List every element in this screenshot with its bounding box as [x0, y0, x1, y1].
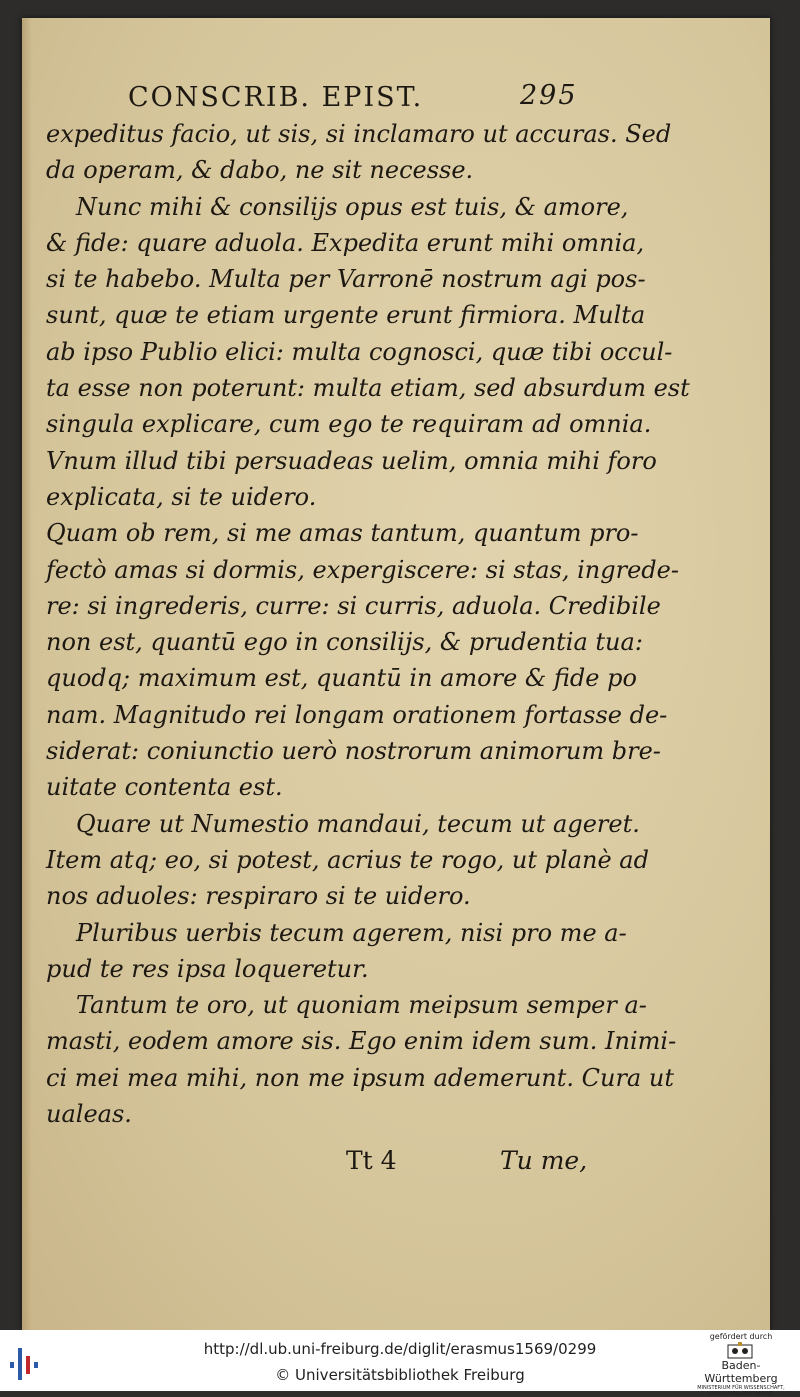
text-line: nos aduoles: respiraro si te uidero.: [46, 882, 471, 911]
text-line: singula explicare, cum ego te requiram ad omnia.: [46, 410, 652, 439]
sponsor-logo: [686, 1332, 796, 1397]
page-gutter-shadow: [22, 18, 32, 1330]
sponsor-name: Baden-Württemberg: [704, 1359, 778, 1385]
text-lines: [46, 116, 690, 1132]
text-line: masti, eodem amore sis. Ego enim idem sum. Inimi-: [46, 1027, 677, 1056]
text-line: nam. Magnitudo rei longam orationem fortasse de-: [46, 700, 668, 729]
text-line: & fide: quare aduola. Expedita erunt mihi omnia,: [46, 228, 645, 257]
text-line: Vnum illud tibi persuadeas uelim, omnia mihi foro: [46, 446, 657, 475]
text-line: Quam ob rem, si me amas tantum, quantum pro-: [46, 519, 639, 548]
running-title: CONSCRIB. EPIST.: [128, 82, 424, 113]
coat-of-arms-icon: [726, 1342, 754, 1360]
text-line: Nunc mihi & consilijs opus est tuis, & amore,: [76, 192, 629, 221]
page-text: [46, 74, 690, 1132]
text-line: Tantum te oro, ut quoniam meipsum semper a-: [76, 991, 647, 1020]
text-line: ta esse non poterunt: multa etiam, sed absurdum est: [46, 374, 690, 403]
text-line: Pluribus uerbis tecum agerem, nisi pro me a-: [76, 918, 627, 947]
text-line: da operam, & dabo, ne sit necesse.: [46, 156, 474, 185]
text-line: pud te res ipsa loqueretur.: [46, 954, 369, 983]
page-foot: [46, 1146, 606, 1186]
text-line: ab ipso Publio elici: multa cognosci, quæ tibi occul-: [46, 337, 673, 366]
page-number: 295: [520, 80, 578, 111]
text-line: fectò amas si dormis, expergiscere: si stas, ingrede-: [46, 555, 679, 584]
permalink[interactable]: http://dl.ub.uni-freiburg.de/diglit/erasmus1569/0299: [203, 1340, 597, 1358]
catchword: Tu me,: [500, 1146, 588, 1175]
text-line: explicata, si te uidero.: [46, 482, 317, 511]
text-line: re: si ingrederis, curre: si curris, aduola. Credibile: [46, 591, 661, 620]
text-line: siderat: coniunctio uerò nostrorum animorum bre-: [46, 737, 661, 766]
viewer-footer: [0, 1330, 800, 1397]
sponsor-note: gefördert durch: [709, 1332, 773, 1341]
text-line: Quare ut Numestio mandaui, tecum ut ageret.: [76, 809, 640, 838]
text-line: si te habebo. Multa per Varronē nostrum agi pos-: [46, 265, 646, 294]
running-header: [46, 74, 606, 116]
text-line: uitate contenta est.: [46, 773, 283, 802]
text-line: non est, quantū ego in consilijs, & prudentia tua:: [46, 628, 643, 657]
copyright-text: © Universitätsbibliothek Freiburg: [275, 1366, 525, 1384]
text-line: sunt, quæ te etiam urgente erunt firmiora. Multa: [46, 301, 646, 330]
text-line: ualeas.: [46, 1100, 132, 1129]
text-line: Item atq; eo, si potest, acrius te rogo, ut planè ad: [46, 845, 649, 874]
text-line: quodq; maximum est, quantū in amore & fide po: [46, 664, 637, 693]
signature-mark: Tt 4: [346, 1146, 397, 1175]
text-line: expeditus facio, ut sis, si inclamaro ut accuras. Sed: [46, 120, 672, 148]
text-line: ci mei mea mihi, non me ipsum ademerunt. Cura ut: [46, 1063, 674, 1092]
sponsor-subtitle: MINISTERIUM FÜR WISSENSCHAFT, FORSCHUNG UND KUNST: [697, 1385, 785, 1397]
